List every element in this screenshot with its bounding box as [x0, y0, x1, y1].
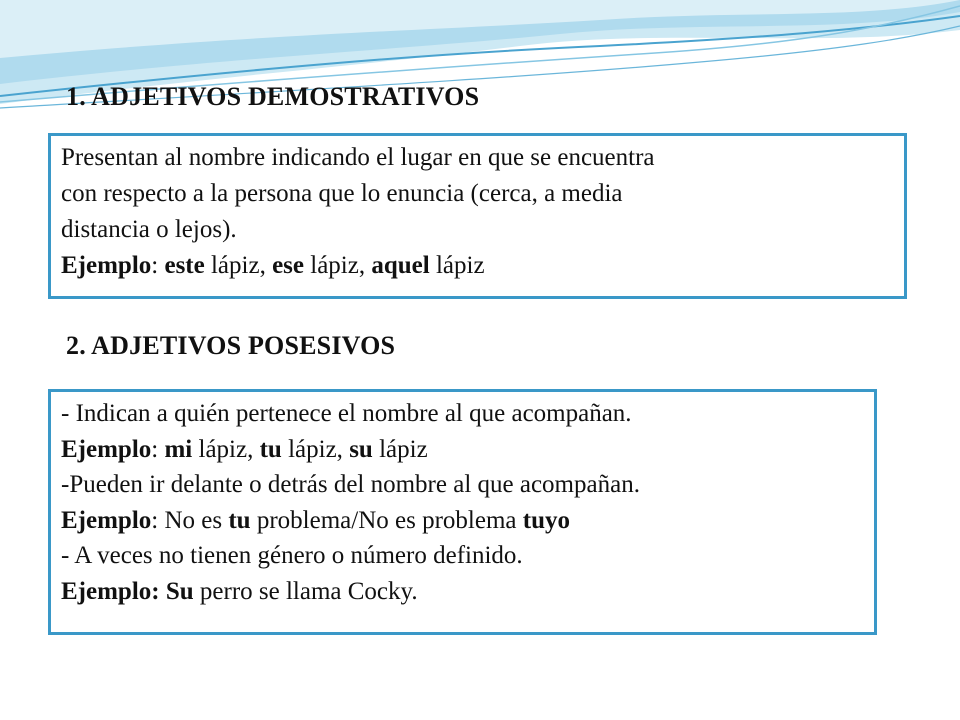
example-text: lápiz, [204, 252, 273, 279]
section-1-box [48, 133, 907, 299]
example-text: lápiz, [304, 252, 372, 279]
example-separator: : [151, 252, 165, 279]
example-word-ese: ese [272, 252, 304, 279]
example-word-aquel: aquel [371, 252, 430, 279]
section-1-heading: 1. ADJETIVOS DEMOSTRATIVOS [66, 82, 480, 111]
example-separator: : [151, 435, 165, 463]
section-2-line-3: - A veces no tienen género o número definido. [61, 542, 523, 569]
section-2-example-1 [61, 432, 864, 468]
example-word-tuyo: tuyo [522, 506, 570, 534]
example-text: : No es [151, 506, 229, 534]
section-1-description-line-3: distancia o lejos). [61, 216, 237, 243]
section-1-description-line-2: con respecto a la persona que lo enuncia (cerca, a media [61, 180, 623, 207]
example-word-mi: mi [164, 435, 193, 463]
example-text: lápiz, [192, 435, 260, 463]
section-1-example [61, 248, 894, 284]
section-2-example-3 [61, 574, 864, 610]
example-word-su: su [349, 435, 373, 463]
example-text: lápiz [372, 435, 428, 463]
example-word-tu: tu [259, 435, 282, 463]
section-1-description-line-1: Presentan al nombre indicando el lugar en que se encuentra [61, 144, 655, 171]
example-text: lápiz, [281, 435, 350, 463]
example-text: problema/No es problema [250, 506, 523, 534]
section-2-heading: 2. ADJETIVOS POSESIVOS [66, 331, 396, 360]
example-label: Ejemplo [61, 252, 152, 279]
section-2-line-1: - Indican a quién pertenece el nombre al que acompañan. [61, 400, 632, 427]
example-label: Ejemplo: Su [61, 577, 194, 605]
example-text: perro se llama Cocky. [193, 577, 418, 605]
example-word-este: este [164, 252, 205, 279]
example-label: Ejemplo [61, 506, 152, 534]
example-word-tu: tu [228, 506, 251, 534]
example-label: Ejemplo [61, 435, 152, 463]
section-2-line-2: -Pueden ir delante o detrás del nombre al que acompañan. [61, 471, 640, 498]
example-text: lápiz [429, 252, 485, 279]
section-2-box [48, 389, 877, 635]
section-2-example-2 [61, 503, 864, 539]
